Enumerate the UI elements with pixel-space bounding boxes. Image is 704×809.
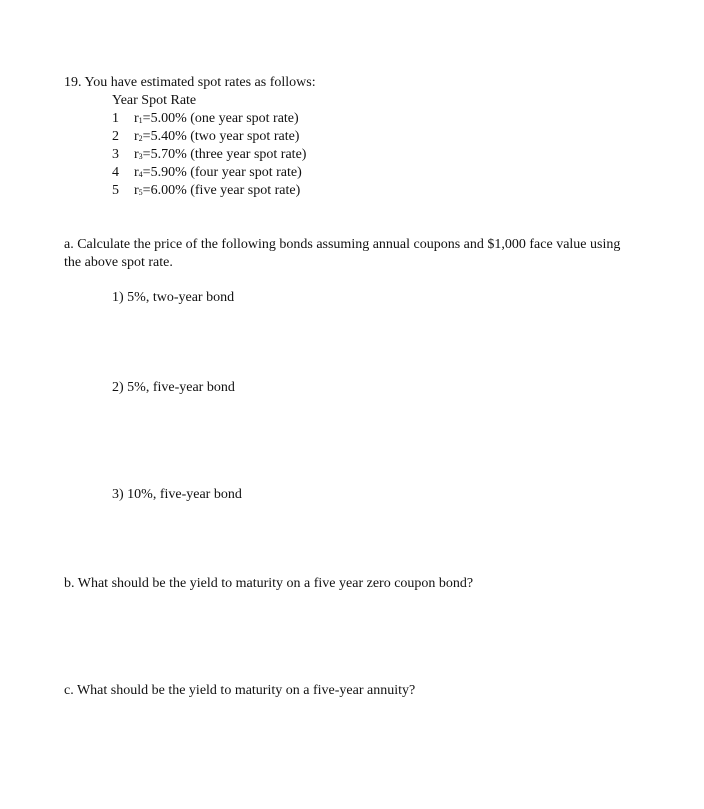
rate-row [112,110,299,130]
rate-subscript: 4 [138,170,143,179]
question-number: 19. [64,75,82,90]
rate-row [112,146,306,166]
question-heading [64,74,316,92]
part-c-prompt: c. What should be the yield to maturity on a five-year annuity? [64,683,416,698]
rate-text: =6.00% (five year spot rate) [142,183,301,198]
rate-year: 5 [112,183,119,198]
part-a-item-1: 1) 5%, two-year bond [112,290,235,305]
rate-subscript: 3 [138,152,143,161]
rate-text: =5.90% (four year spot rate) [142,165,302,180]
rate-symbol: r [134,129,139,144]
rate-subscript: 1 [138,116,143,125]
rate-year: 1 [112,111,119,126]
rate-subscript: 5 [138,188,143,197]
part-b-prompt: b. What should be the yield to maturity on a five year zero coupon bond? [64,576,474,591]
rate-symbol: r [134,147,139,162]
rate-symbol: r [134,111,139,126]
rate-symbol: r [134,183,139,198]
part-a-item-3: 3) 10%, five-year bond [112,487,242,502]
question-intro: You have estimated spot rates as follows: [84,75,316,90]
rate-row [112,128,299,148]
rate-year: 3 [112,147,119,162]
rate-subscript: 2 [138,134,143,143]
rate-symbol: r [134,165,139,180]
rate-row [112,164,302,184]
rate-text: =5.70% (three year spot rate) [142,147,307,162]
rate-year: 4 [112,165,119,180]
rate-row [112,182,300,202]
part-a-prompt: a. Calculate the price of the following bonds assuming annual coupons and $1,000 face value using the above spot rate. [64,237,621,270]
rate-text: =5.00% (one year spot rate) [142,111,299,126]
rate-year: 2 [112,129,119,144]
rate-text: =5.40% (two year spot rate) [142,129,300,144]
rate-table-header: Year Spot Rate [112,93,197,108]
part-a-item-2: 2) 5%, five-year bond [112,380,235,395]
